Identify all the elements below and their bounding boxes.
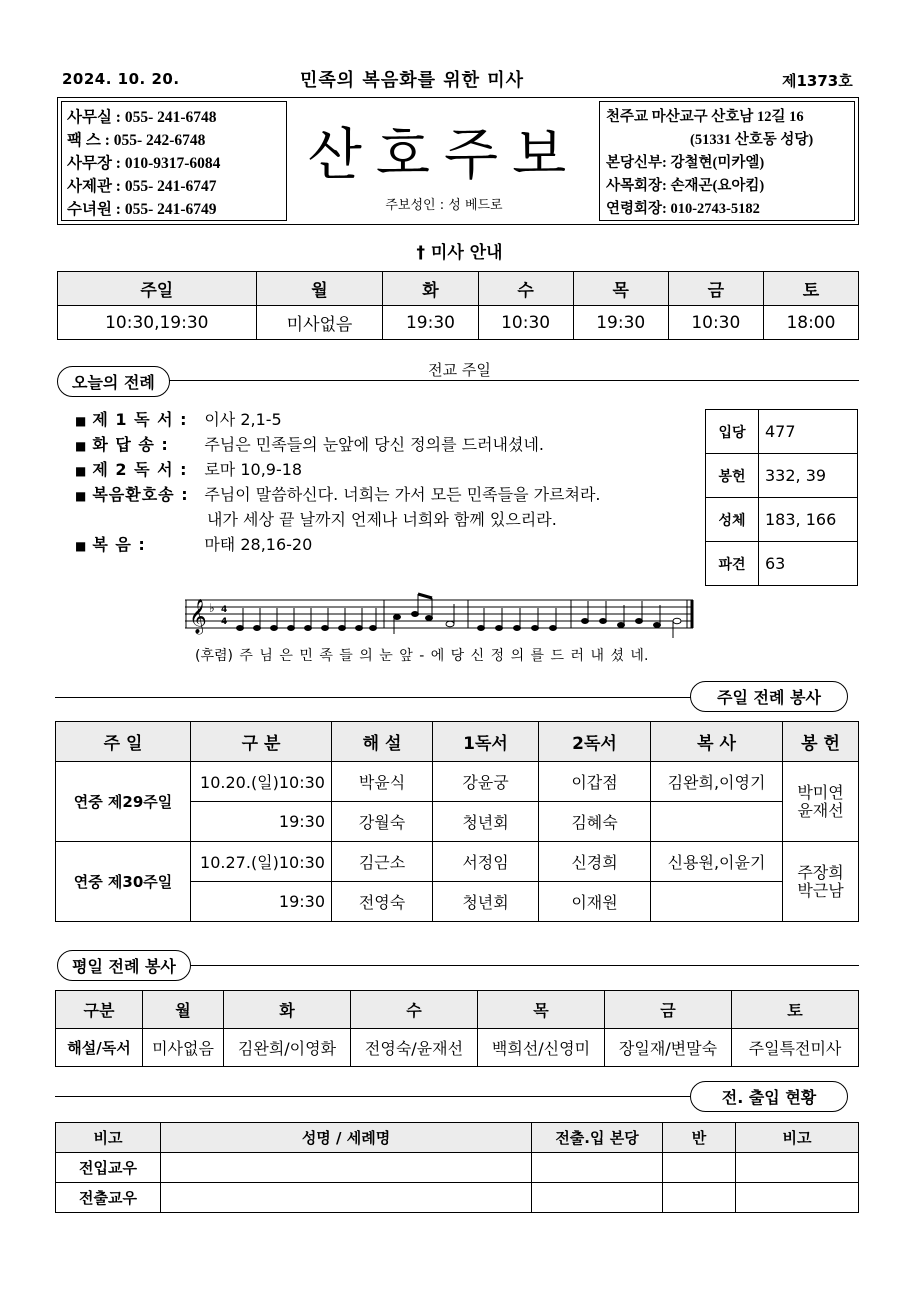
time-cell: 미사없음 — [256, 306, 383, 340]
time-cell: 19:30 — [573, 306, 668, 340]
contact-list — [61, 101, 287, 221]
parish-priest: 본당신부: 강철현(미카엘) — [606, 155, 765, 171]
reading-item: ■ 화 답 송 : 주님은 민족들의 눈앞에 당신 정의를 드러내셨네. — [75, 435, 544, 454]
weekday-minister: 주일특전미사 — [732, 1029, 859, 1067]
row-label: 전입교우 — [56, 1153, 161, 1183]
stat-label: 성체 — [706, 498, 759, 542]
bulletin-date: 2024. 10. 20. — [62, 70, 180, 88]
square-bullet-icon: ■ — [75, 464, 87, 478]
mass-time: 19:30 — [191, 882, 332, 922]
header-cell: 월 — [143, 991, 224, 1029]
mass-schedule-table — [57, 271, 859, 340]
stat-label: 파견 — [706, 542, 759, 586]
header-cell: 주 일 — [56, 722, 191, 762]
refrain-lyrics: (후렴) 주 님 은 민 족 들 의 눈 앞 - 에 당 신 정 의 를 드 러 내 셨 네. — [195, 648, 649, 664]
stat-label: 봉헌 — [706, 454, 759, 498]
header-cell: 화 — [224, 991, 351, 1029]
reading-item: ■ 제 1 독 서 : 이사 2,1-5 — [75, 410, 282, 429]
liturgy-day-name: 전교 주일 — [428, 361, 491, 379]
weekday-service-table — [55, 990, 859, 1067]
header-cell: 성명 / 세례명 — [161, 1123, 532, 1153]
empty-cell — [161, 1153, 532, 1183]
empty-cell — [161, 1183, 532, 1213]
stat-value: 332, 39 — [759, 454, 858, 498]
offering-ministers: 주장희 박근남 — [783, 842, 859, 922]
empty-cell — [663, 1153, 736, 1183]
reading-item: ■ 복 음 : 마태 28,16-20 — [75, 535, 313, 554]
pastoral-council-head: 사목회장: 손재곤(요아킴) — [606, 178, 765, 194]
mass-time: 19:30 — [191, 802, 332, 842]
square-bullet-icon: ■ — [75, 489, 87, 503]
parish-info — [599, 101, 855, 221]
header-cell: 구 분 — [191, 722, 332, 762]
header-cell: 금 — [605, 991, 732, 1029]
mass-time: 10.20.(일)10:30 — [191, 762, 332, 802]
header-cell: 수 — [351, 991, 478, 1029]
header-cell: 구분 — [56, 991, 143, 1029]
stat-value: 63 — [759, 542, 858, 586]
weekday-minister: 장일재/변말숙 — [605, 1029, 732, 1067]
header-cell: 복 사 — [651, 722, 783, 762]
header-cell: 목 — [478, 991, 605, 1029]
stat-label: 입당 — [706, 410, 759, 454]
table-row — [56, 842, 859, 882]
attendance-stats-table — [705, 409, 858, 586]
row-label: 해설/독서 — [56, 1029, 143, 1067]
reading-item: ■ 복음환호송 : 주님이 말씀하신다. 너희는 가서 모든 민족들을 가르쳐라. — [75, 485, 601, 504]
empty-cell — [532, 1153, 663, 1183]
time-cell: 19:30 — [383, 306, 478, 340]
weekday-service-title: 평일 전례 봉사 — [57, 950, 191, 981]
day-cell: 월 — [256, 272, 383, 306]
weekday-minister: 백희선/신영미 — [478, 1029, 605, 1067]
reading-item: ■ 제 2 독 서 : 로마 10,9-18 — [75, 460, 303, 479]
commentator: 김근소 — [332, 842, 433, 882]
time-cell: 10:30,19:30 — [58, 306, 257, 340]
empty-cell — [736, 1183, 859, 1213]
square-bullet-icon: ■ — [75, 439, 87, 453]
issue-number: 제1373호 — [782, 72, 853, 90]
altar-servers — [651, 882, 783, 922]
table-header-row — [56, 1123, 859, 1153]
bulletin-logo — [288, 101, 600, 221]
table-row — [56, 1029, 859, 1067]
mass-intention-title: 민족의 복음화를 위한 미사 — [300, 70, 525, 91]
table-row — [56, 1153, 859, 1183]
table-header-row — [56, 722, 859, 762]
altar-servers: 신용원,이윤기 — [651, 842, 783, 882]
sunday-service-table — [55, 721, 859, 922]
section-divider — [55, 1096, 695, 1097]
stat-value: 477 — [759, 410, 858, 454]
altar-servers: 김완희,이영기 — [651, 762, 783, 802]
day-cell: 금 — [668, 272, 763, 306]
stat-row — [706, 498, 858, 542]
time-cell: 10:30 — [668, 306, 763, 340]
bulletin-name: 산호주보 — [307, 123, 581, 188]
svg-text:4: 4 — [221, 605, 228, 615]
parish-postal: (51331 산호동 성당) — [690, 132, 814, 148]
table-row — [56, 762, 859, 802]
square-bullet-icon: ■ — [75, 539, 87, 553]
time-cell: 10:30 — [478, 306, 573, 340]
first-reader: 서정임 — [433, 842, 539, 882]
weekday-minister: 미사없음 — [143, 1029, 224, 1067]
svg-text:4: 4 — [221, 617, 228, 627]
header-cell: 비고 — [56, 1123, 161, 1153]
commentator: 박윤식 — [332, 762, 433, 802]
stat-value: 183, 166 — [759, 498, 858, 542]
second-reader: 이재원 — [539, 882, 651, 922]
parish-address: 천주교 마산교구 산호남 12길 16 — [606, 109, 804, 125]
time-cell: 18:00 — [763, 306, 858, 340]
contact-fax: 팩 스 : 055- 242-6748 — [67, 132, 206, 149]
header-cell: 해 설 — [332, 722, 433, 762]
header-cell: 반 — [663, 1123, 736, 1153]
square-bullet-icon: ■ — [75, 414, 87, 428]
day-cell: 목 — [573, 272, 668, 306]
mass-days-row — [58, 272, 859, 306]
empty-cell — [663, 1183, 736, 1213]
contact-convent: 수녀원 : 055- 241-6749 — [67, 201, 217, 218]
header-cell: 토 — [732, 991, 859, 1029]
section-divider — [60, 380, 859, 381]
empty-cell — [736, 1153, 859, 1183]
header-cell: 봉 헌 — [783, 722, 859, 762]
patron-saint: 주보성인 : 성 베드로 — [385, 198, 503, 213]
liturgy-section-title: 오늘의 전례 — [57, 366, 170, 397]
week-name: 연중 제29주일 — [56, 762, 191, 842]
contact-office: 사무실 : 055- 241-6748 — [67, 109, 217, 126]
parishioner-transfer-table — [55, 1122, 859, 1213]
section-divider — [55, 697, 695, 698]
contact-secretary: 사무장 : 010-9317-6084 — [67, 155, 221, 172]
weekday-minister: 전영숙/윤재선 — [351, 1029, 478, 1067]
second-reader: 김혜숙 — [539, 802, 651, 842]
header-cell: 1독서 — [433, 722, 539, 762]
first-reader: 강윤궁 — [433, 762, 539, 802]
table-row — [56, 1183, 859, 1213]
stat-row — [706, 410, 858, 454]
day-cell: 수 — [478, 272, 573, 306]
offering-ministers: 박미연 윤재선 — [783, 762, 859, 842]
header-cell: 비고 — [736, 1123, 859, 1153]
svg-text:♭: ♭ — [209, 601, 215, 615]
svg-text:𝄞: 𝄞 — [189, 599, 207, 634]
stat-row — [706, 454, 858, 498]
day-cell: 주일 — [58, 272, 257, 306]
readings-list — [75, 407, 715, 557]
mass-times-row — [58, 306, 859, 340]
mass-time: 10.27.(일)10:30 — [191, 842, 332, 882]
weekday-minister: 김완희/이영화 — [224, 1029, 351, 1067]
week-name: 연중 제30주일 — [56, 842, 191, 922]
stat-row — [706, 542, 858, 586]
masthead — [57, 97, 859, 225]
commentator: 전영숙 — [332, 882, 433, 922]
altar-servers — [651, 802, 783, 842]
psalm-music-staff — [185, 590, 697, 640]
day-cell: 화 — [383, 272, 478, 306]
row-label: 전출교우 — [56, 1183, 161, 1213]
first-reader: 청년회 — [433, 882, 539, 922]
mass-guide-title: † 미사 안내 — [416, 243, 503, 263]
header-cell: 2독서 — [539, 722, 651, 762]
second-reader: 신경희 — [539, 842, 651, 882]
table-header-row — [56, 991, 859, 1029]
contact-rectory: 사제관 : 055- 241-6747 — [67, 178, 217, 195]
commentator: 강월숙 — [332, 802, 433, 842]
transfers-title: 전. 출입 현황 — [690, 1081, 848, 1112]
second-reader: 이갑점 — [539, 762, 651, 802]
empty-cell — [532, 1183, 663, 1213]
day-cell: 토 — [763, 272, 858, 306]
first-reader: 청년회 — [433, 802, 539, 842]
sunday-service-title: 주일 전례 봉사 — [690, 681, 848, 712]
header-cell: 전출.입 본당 — [532, 1123, 663, 1153]
funeral-society-head: 연령회장: 010-2743-5182 — [606, 201, 760, 217]
reading-item-continued: 내가 세상 끝 날까지 언제나 너희와 함께 있으리라. — [207, 510, 557, 529]
